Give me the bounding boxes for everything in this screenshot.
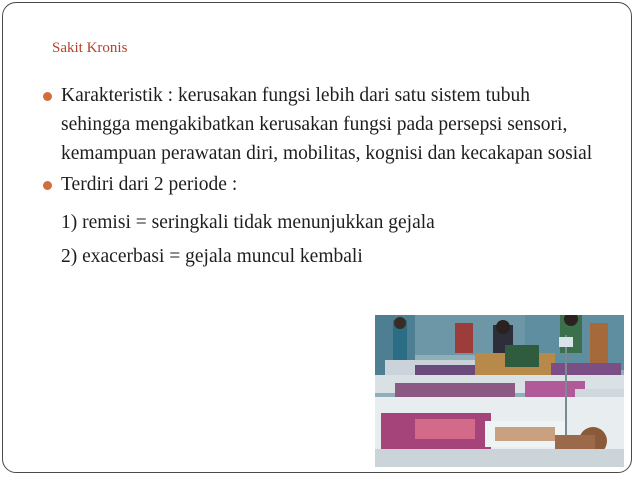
bullet-text: Karakteristik : kerusakan fungsi lebih dari satu sistem tubuh sehingga mengakibatkan kerusakan fungsi pada persepsi sensori, kemampuan perawatan diri, mobilitas, kognisi dan kecakapan sosial — [61, 85, 593, 164]
bullet-list — [43, 81, 603, 271]
slide-title: Sakit Kronis — [52, 40, 128, 56]
bullet-dot-icon — [43, 92, 52, 101]
hospital-ward-photo — [375, 315, 624, 467]
sub-item: 1) remisi = seringkali tidak menunjukkan gejala — [61, 212, 435, 233]
bullet-item — [43, 81, 603, 168]
bullet-text: Terdiri dari 2 periode : — [61, 174, 238, 195]
sub-item: 2) exacerbasi = gejala muncul kembali — [61, 246, 363, 267]
bullet-item — [43, 170, 603, 199]
bullet-dot-icon — [43, 181, 52, 190]
slide — [2, 2, 632, 473]
